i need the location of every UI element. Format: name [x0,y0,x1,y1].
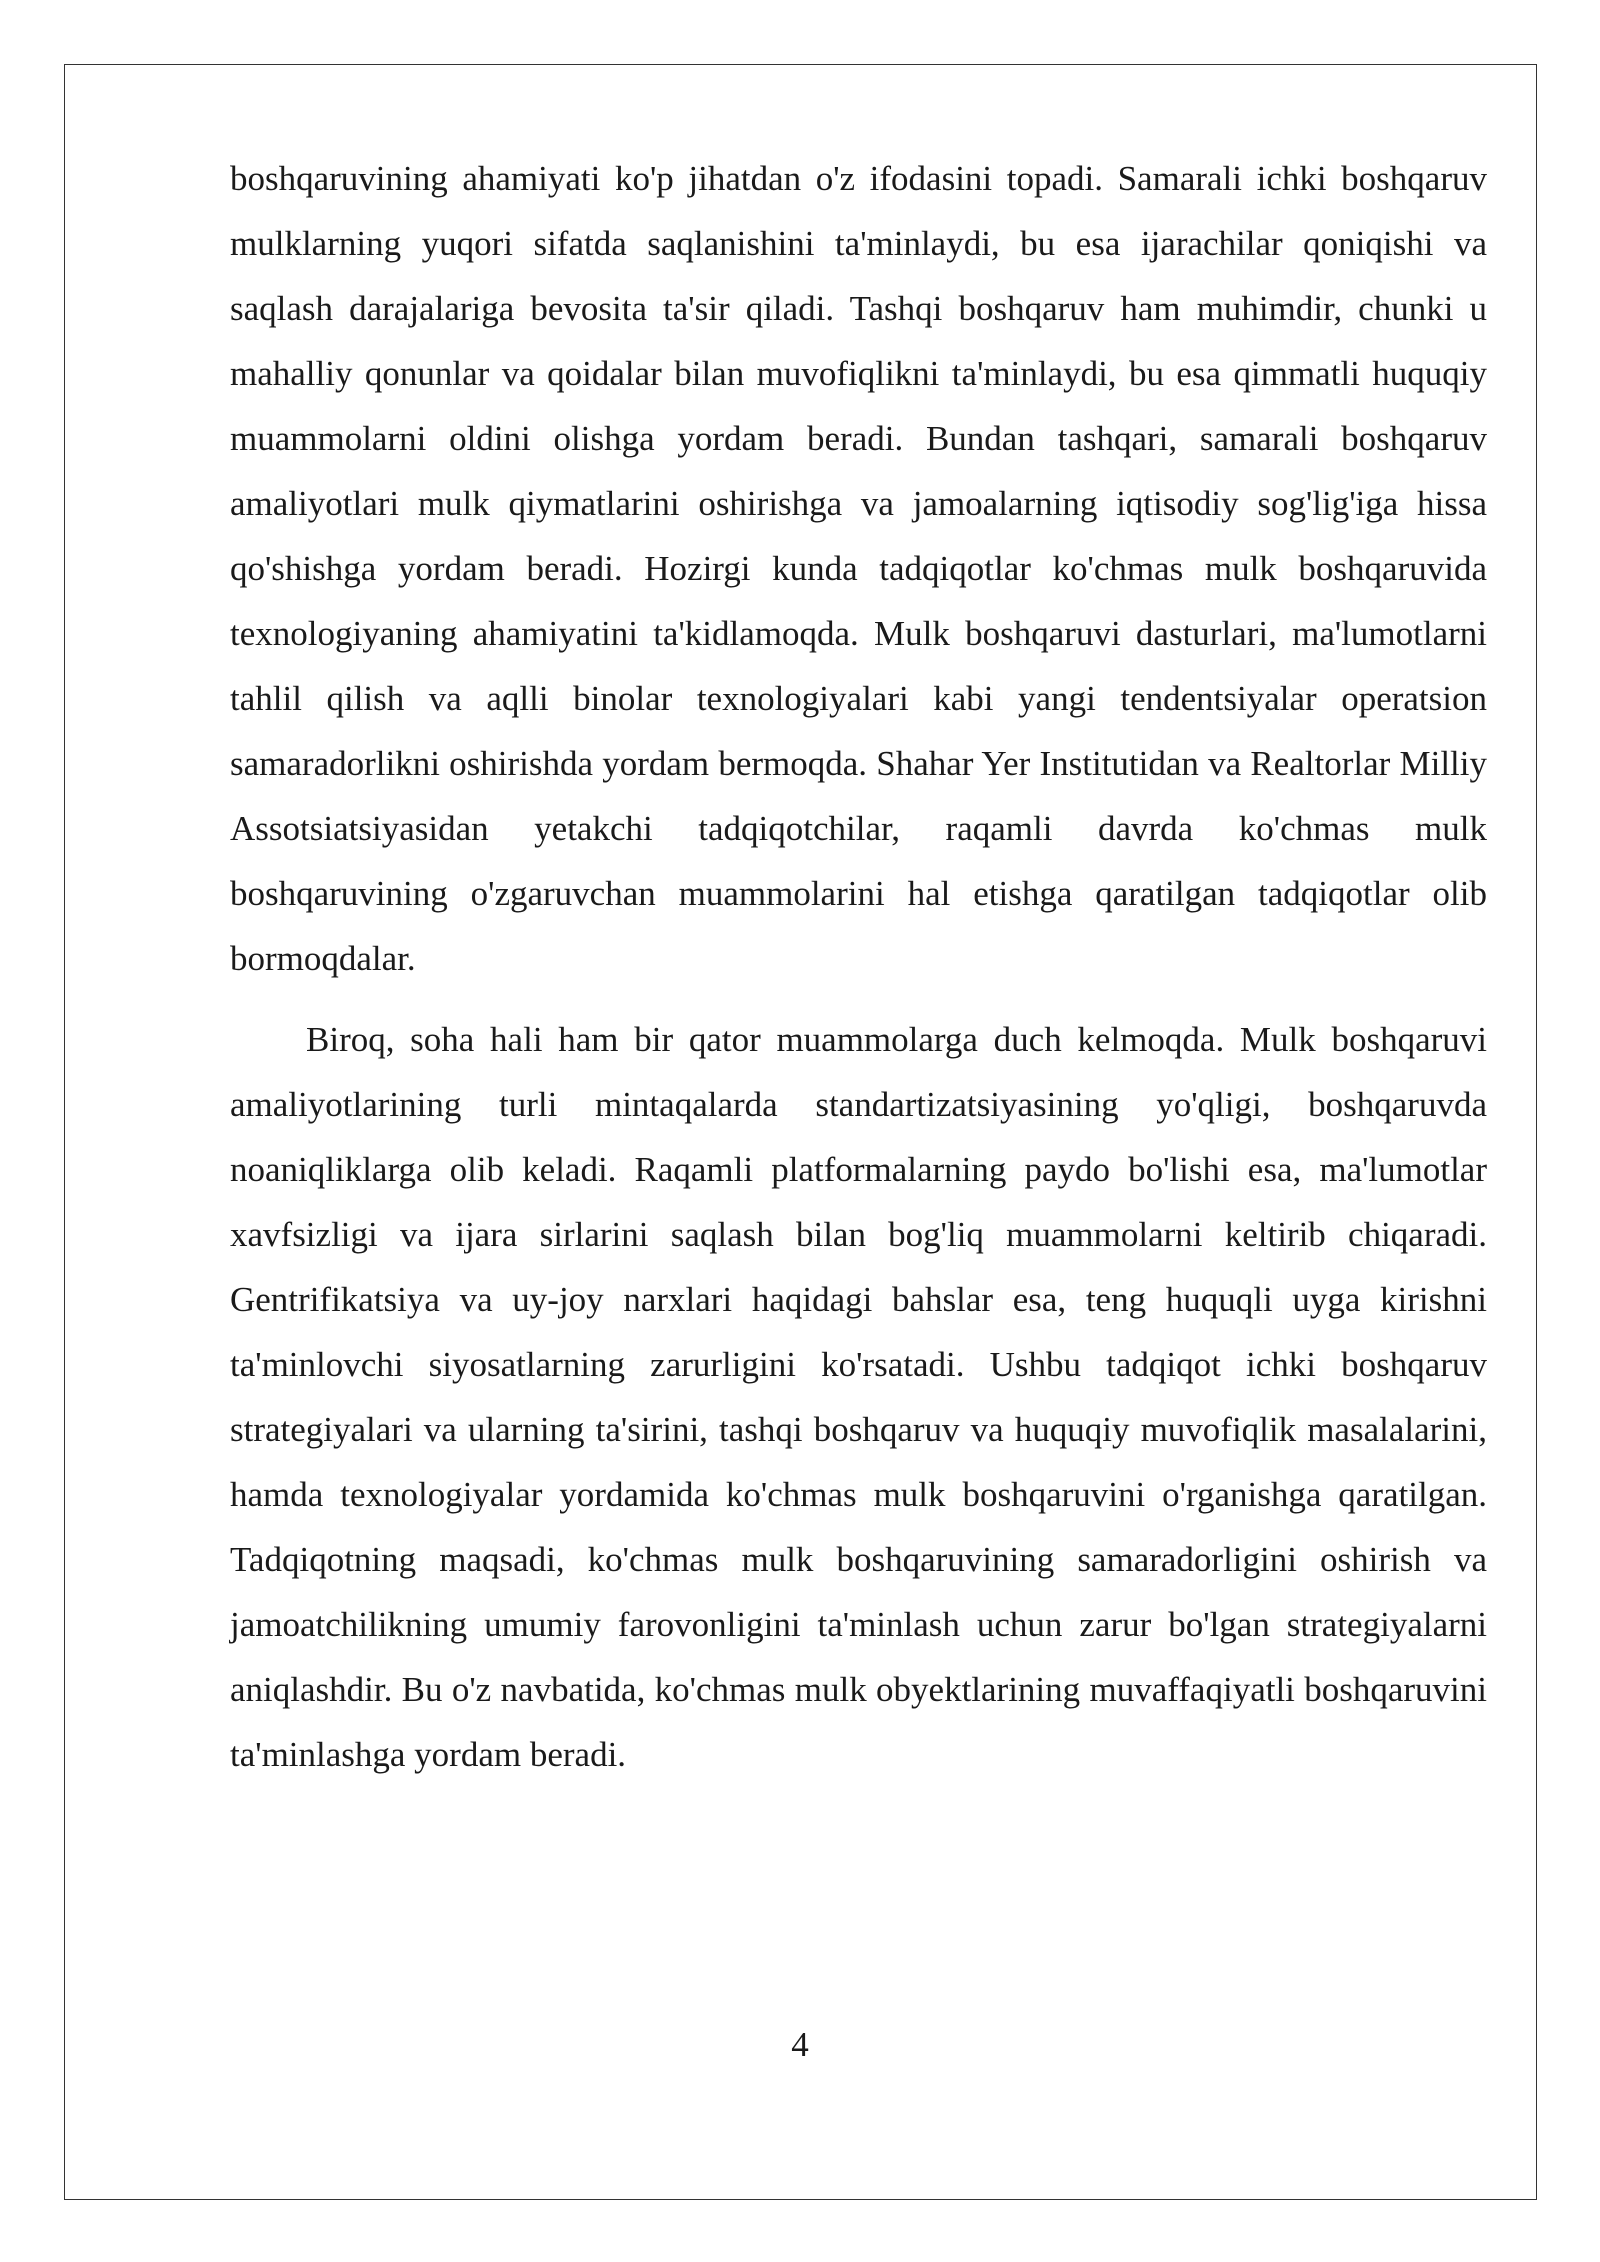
body-text [230,146,1487,1787]
page-number: 4 [791,2025,809,2064]
paragraph-2: Biroq, soha hali ham bir qator muammolarga duch kelmoqda. Mulk boshqaruvi amaliyotlarining turli mintaqalarda standartizatsiyasining yo'qligi, boshqaruvda noaniqliklarga olib keladi. Raqamli platformalarning paydo bo'lishi esa, ma'lumotlar xavfsizligi va ijara sirlarini saqlash bilan bog'liq muammolarni keltirib chiqaradi. Gentrifikatsiya va uy-joy narxlari haqidagi bahslar esa, teng huquqli uyga kirishni ta'minlovchi siyosatlarning zarurligini ko'rsatadi. Ushbu tadqiqot ichki boshqaruv strategiyalari va ularning ta'sirini, tashqi boshqaruv va huquqiy muvofiqlik masalalarini, hamda texnologiyalar yordamida ko'chmas mulk boshqaruvini o'rganishga qaratilgan. Tadqiqotning maqsadi, ko'chmas mulk boshqaruvining samaradorligini oshirish va jamoatchilikning umumiy farovonligini ta'minlash uchun zarur bo'lgan strategiyalarni aniqlashdir. Bu o'z navbatida, ko'chmas mulk obyektlarining muvaffaqiyatli boshqaruvini ta'minlashga yordam beradi. [230,1020,1487,1774]
paragraph-1: boshqaruvining ahamiyati ko'p jihatdan o'z ifodasini topadi. Samarali ichki boshqaruv mulklarning yuqori sifatda saqlanishini ta'minlaydi, bu esa ijarachilar qoniqishi va saqlash darajalariga bevosita ta'sir qiladi. Tashqi boshqaruv ham muhimdir, chunki u mahalliy qonunlar va qoidalar bilan muvofiqlikni ta'minlaydi, bu esa qimmatli huquqiy muammolarni oldini olishga yordam beradi. Bundan tashqari, samarali boshqaruv amaliyotlari mulk qiymatlarini oshirishga va jamoalarning iqtisodiy sog'lig'iga hissa qo'shishga yordam beradi. Hozirgi kunda tadqiqotlar ko'chmas mulk boshqaruvida texnologiyaning ahamiyatini ta'kidlamoqda. Mulk boshqaruvi dasturlari, ma'lumotlarni tahlil qilish va aqlli binolar texnologiyalari kabi yangi tendentsiyalar operatsion samaradorlikni oshirishda yordam bermoqda. Shahar Yer Institutidan va Realtorlar Milliy Assotsiatsiyasidan yetakchi tadqiqotchilar, raqamli davrda ko'chmas mulk boshqaruvining o'zgaruvchan muammolarini hal etishga qaratilgan tadqiqotlar olib bormoqdalar. [230,159,1487,978]
